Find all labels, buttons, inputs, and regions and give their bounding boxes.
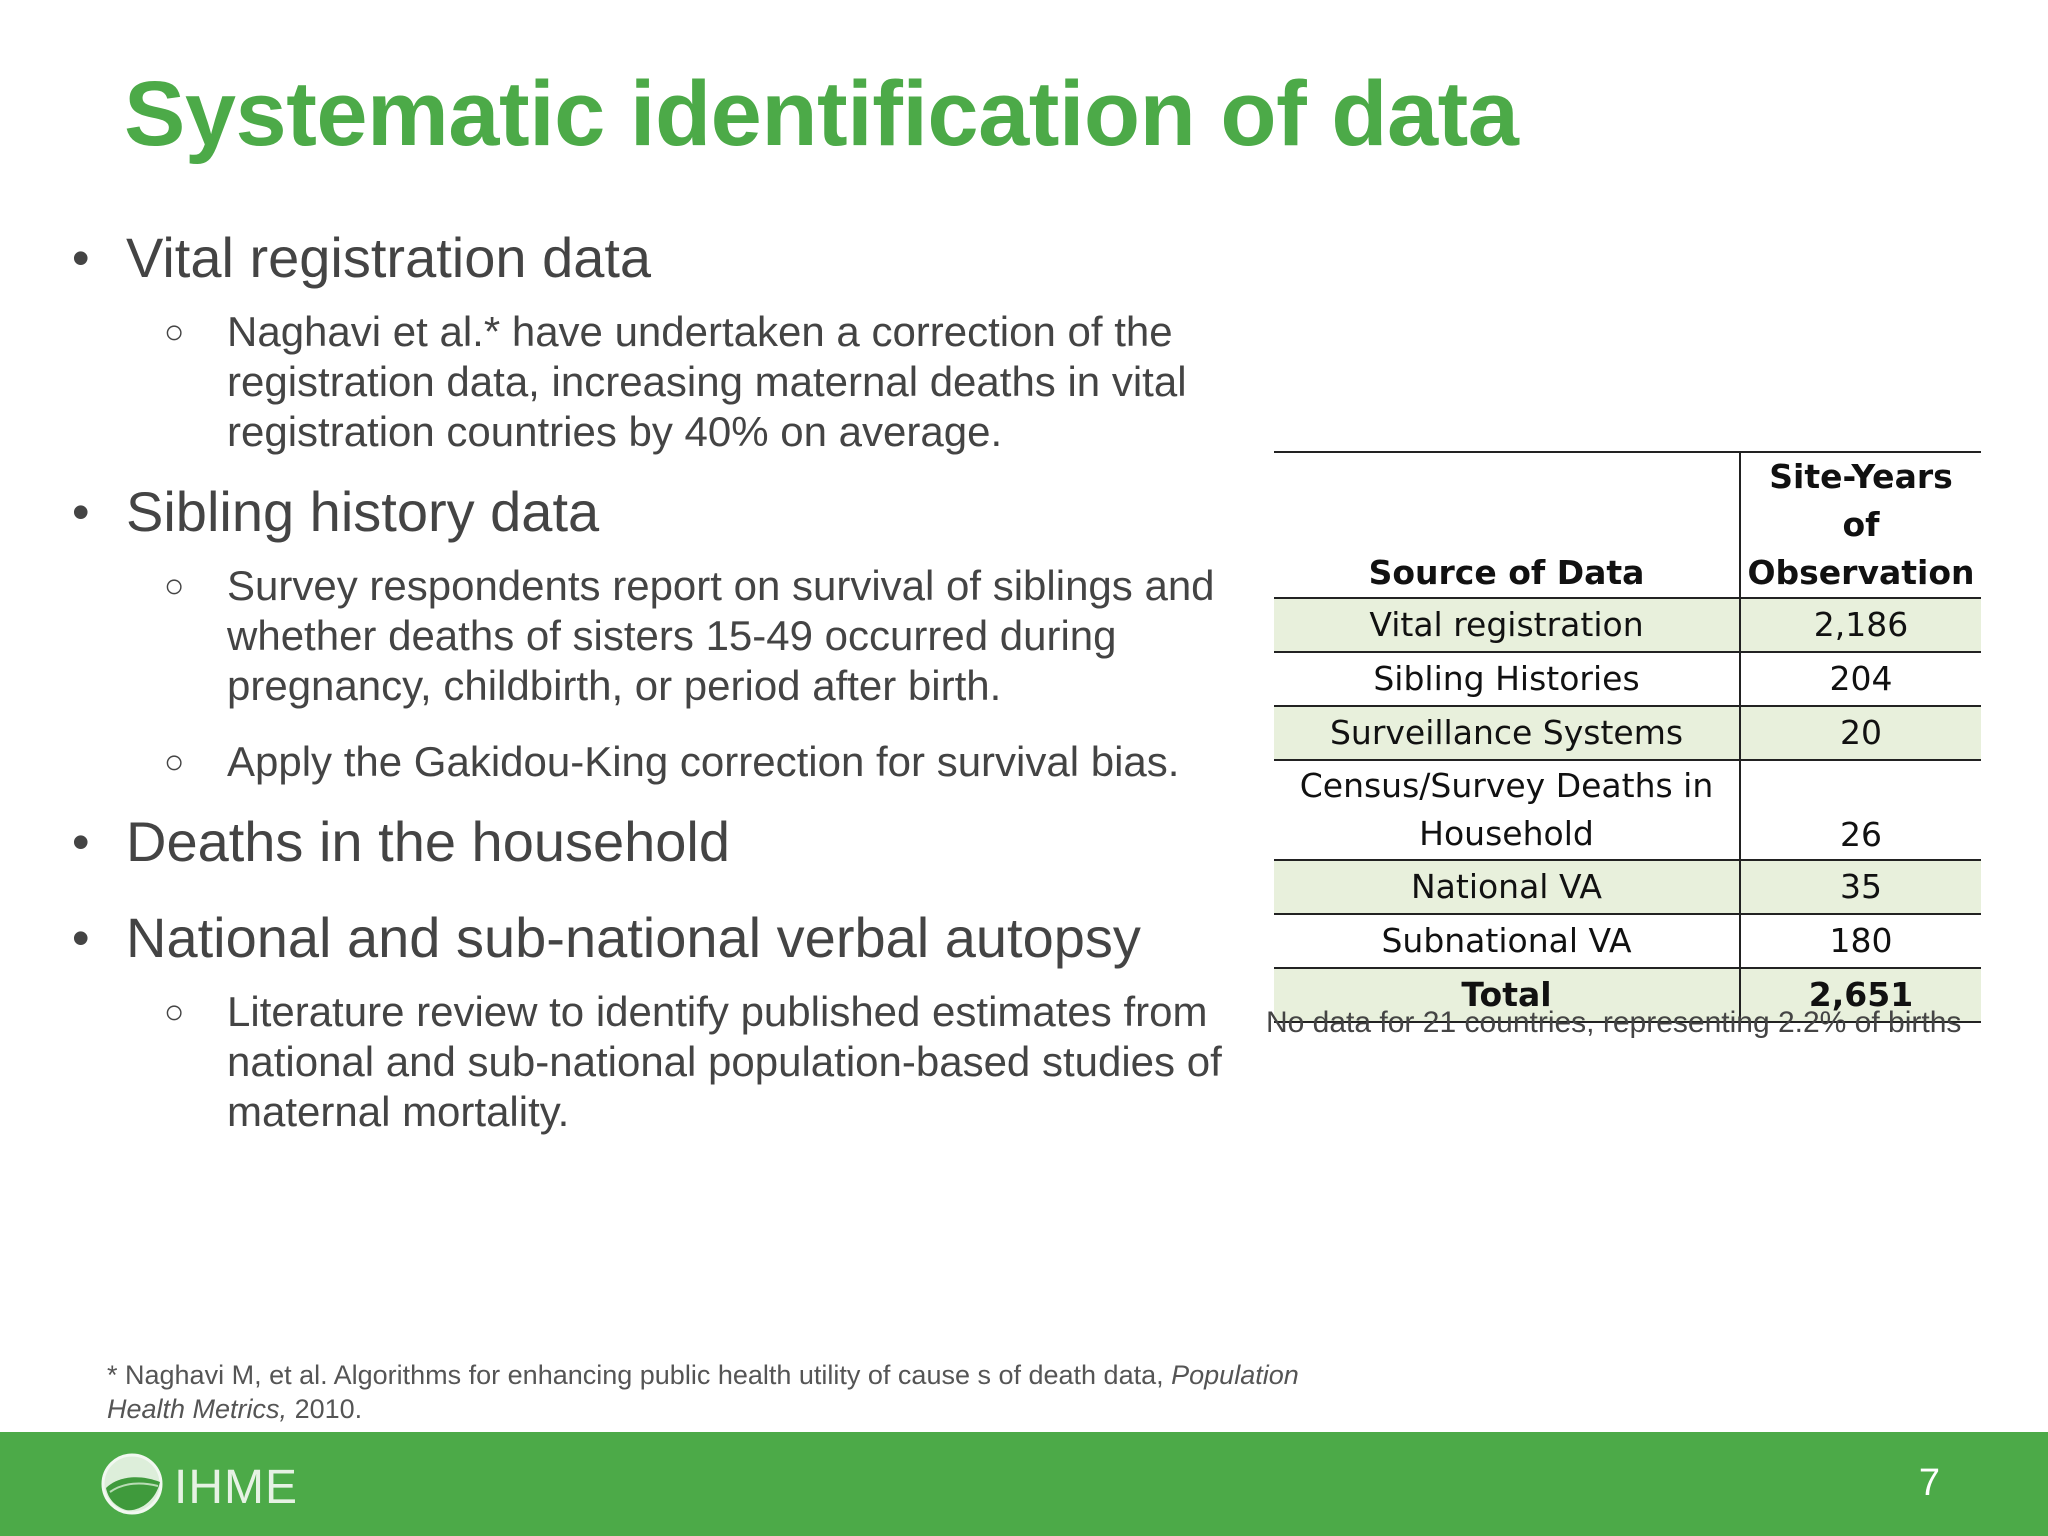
table-row <box>1274 598 1981 652</box>
header-site-years-line2: Observation <box>1747 553 1975 592</box>
ihme-logo <box>100 1452 300 1516</box>
page-number: 7 <box>1918 1462 1940 1504</box>
header-site-years-line1: Site-Years of <box>1769 457 1953 544</box>
bullet-vital-registration <box>68 225 1268 291</box>
bullet-list <box>68 225 1268 1137</box>
sub-bullet-circle: ○ <box>164 743 185 781</box>
row-source: Surveillance Systems <box>1274 706 1740 760</box>
sub-bullet-text: Literature review to identify published estimates from national and sub-national population-based studies of maternal mortality. <box>227 988 1222 1135</box>
row-value: 35 <box>1740 860 1981 914</box>
bullet-dot: • <box>72 484 90 540</box>
bullet-verbal-autopsy <box>68 905 1268 971</box>
sub-bullet-text: Apply the Gakidou-King correction for survival bias. <box>227 738 1180 785</box>
table-row <box>1274 652 1981 706</box>
header-source-of-data <box>1274 452 1740 598</box>
row-source <box>1274 760 1740 860</box>
sub-bullet-text: Survey respondents report on survival of siblings and whether deaths of sisters 15-49 occurred during pregnancy, childbirth, or period after birth. <box>227 562 1215 709</box>
citation-footnote <box>107 1358 1299 1426</box>
bullet-text: Deaths in the household <box>126 810 730 873</box>
table-row <box>1274 706 1981 760</box>
row-value: 204 <box>1740 652 1981 706</box>
total-value: 2,651 <box>1740 968 1981 1022</box>
globe-leaf-icon <box>100 1452 164 1516</box>
footnote-prefix: * Naghavi M, et al. Algorithms for enhancing public health utility of cause s of death data, <box>107 1360 1164 1390</box>
bullet-text: Sibling history data <box>126 480 600 543</box>
bullet-deaths-household <box>68 809 1268 875</box>
row-value: 180 <box>1740 914 1981 968</box>
row-value: 20 <box>1740 706 1981 760</box>
sub-bullet-naghavi <box>68 307 1268 457</box>
table-header-row <box>1274 452 1981 598</box>
total-label: Total <box>1274 968 1740 1022</box>
sub-bullet-circle: ○ <box>164 567 185 605</box>
footnote-journal-part2: Health Metrics, <box>107 1394 288 1424</box>
row-source: Vital registration <box>1274 598 1740 652</box>
sub-bullet-gakidou-king <box>68 737 1268 787</box>
data-sources-table <box>1274 451 1981 1023</box>
footnote-suffix: 2010. <box>294 1394 363 1424</box>
sub-bullet-literature-review <box>68 987 1268 1137</box>
bullet-text: Vital registration data <box>126 226 652 289</box>
footer-bar <box>0 1432 2048 1536</box>
header-source-label: Source of Data <box>1368 553 1645 592</box>
slide-title: Systematic identification of data <box>124 63 1519 165</box>
table-row <box>1274 760 1981 860</box>
bullet-dot: • <box>72 230 90 286</box>
bullet-dot: • <box>72 814 90 870</box>
row-source-line2: Household <box>1419 814 1594 853</box>
table-row <box>1274 860 1981 914</box>
table-row <box>1274 914 1981 968</box>
row-source: Subnational VA <box>1274 914 1740 968</box>
row-source: National VA <box>1274 860 1740 914</box>
sub-bullet-text: Naghavi et al.* have undertaken a correction of the registration data, increasing maternal deaths in vital registration countries by 40% on average. <box>227 308 1187 455</box>
row-value: 26 <box>1740 760 1981 860</box>
header-site-years <box>1740 452 1981 598</box>
bullet-text: National and sub-national verbal autopsy <box>126 906 1141 969</box>
row-source-line1: Census/Survey Deaths in <box>1299 766 1714 805</box>
footnote-journal-part1: Population <box>1171 1360 1299 1390</box>
coverage-note: No data for 21 countries, representing 2.2% of births <box>1266 1006 1962 1039</box>
logo-text: IHME <box>174 1461 298 1514</box>
sub-bullet-circle: ○ <box>164 313 185 351</box>
bullet-dot: • <box>72 910 90 966</box>
bullet-sibling-history <box>68 479 1268 545</box>
row-source: Sibling Histories <box>1274 652 1740 706</box>
sub-bullet-survey <box>68 561 1268 711</box>
sub-bullet-circle: ○ <box>164 993 185 1031</box>
row-value: 2,186 <box>1740 598 1981 652</box>
